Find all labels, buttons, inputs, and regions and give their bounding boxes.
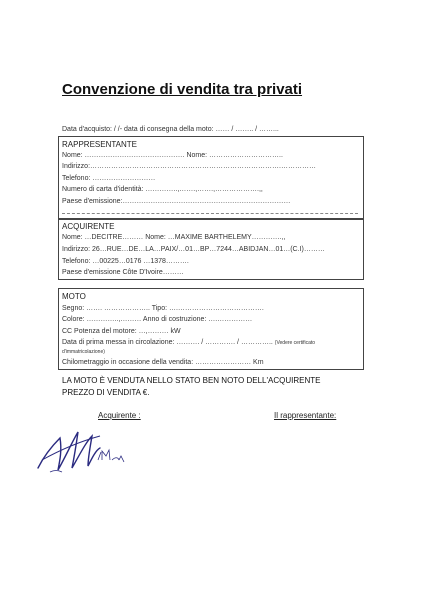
sale-price-statement: PREZZO DI VENDITA €. (62, 388, 150, 397)
seller-phone-line: Telefono: ……………………… (62, 175, 156, 182)
buyer-address-line: Indirizzo: 26…RUE…DE…LA…PAIX/…01…BP…7244…ABIDJAN…01…(C.I)……… (62, 246, 325, 253)
buyer-phone-line: Telefono: …00225…0176 …1378………. (62, 258, 189, 265)
seller-signature-label: Il rappresentante: (274, 411, 337, 420)
buyer-name-line: Nome: …DECITRE……… Nome: …MAXIME BARTHELEMY………….,, (62, 234, 286, 241)
buyer-issue-line: Paese d'emissione Côte D'Ivoire……… (62, 269, 184, 276)
separator-line (62, 213, 358, 214)
moto-brand-line: Segno: ……. ……………….. Tipo: ….………………………………. (62, 305, 264, 312)
moto-first-registration-line (62, 339, 315, 346)
dates-line: Data d'acquisto: / /- data di consegna della moto: …… / …….. / ……... (62, 126, 279, 133)
seller-id-line: Numero di carta d'identità: …………..,…….,…….,……………….,, (62, 186, 263, 193)
buyer-signature-label: Acquirente : (98, 411, 141, 420)
first-registration-note: (Vedere certificato (274, 340, 316, 346)
moto-heading: MOTO (62, 292, 86, 301)
sale-condition-statement: LA MOTO È VENDUTA NELLO STATO BEN NOTO DELL'ACQUIRENTE (62, 376, 321, 385)
first-registration-text: Data di prima messa in circolazione: ………. / …………. / ………….. (62, 339, 273, 346)
moto-color-line: Colore: …………..,……… Anno di costruzione: ….…………… (62, 316, 253, 323)
seller-address-line: Indirizzo:……………………………………………………………………….…………… (62, 163, 316, 170)
document-title: Convenzione di vendita tra privati (62, 81, 303, 98)
buyer-heading: ACQUIRENTE (62, 222, 115, 231)
moto-mileage-line: Chilometraggio in occasione della vendita: …………………… Km (62, 359, 264, 366)
first-registration-note-2: d'immatricolazione) (62, 349, 105, 355)
moto-power-line: CC Potenza del motore: …,……… kW (62, 328, 181, 335)
seller-issue-line: Paese d'emissione:……………………………………………………………… (62, 198, 291, 205)
seller-heading: RAPPRESENTANTE (62, 140, 137, 149)
seller-name-line: Nome: ……………………………………. Nome: ………………………….. (62, 152, 283, 159)
buyer-signature-image (30, 420, 130, 480)
